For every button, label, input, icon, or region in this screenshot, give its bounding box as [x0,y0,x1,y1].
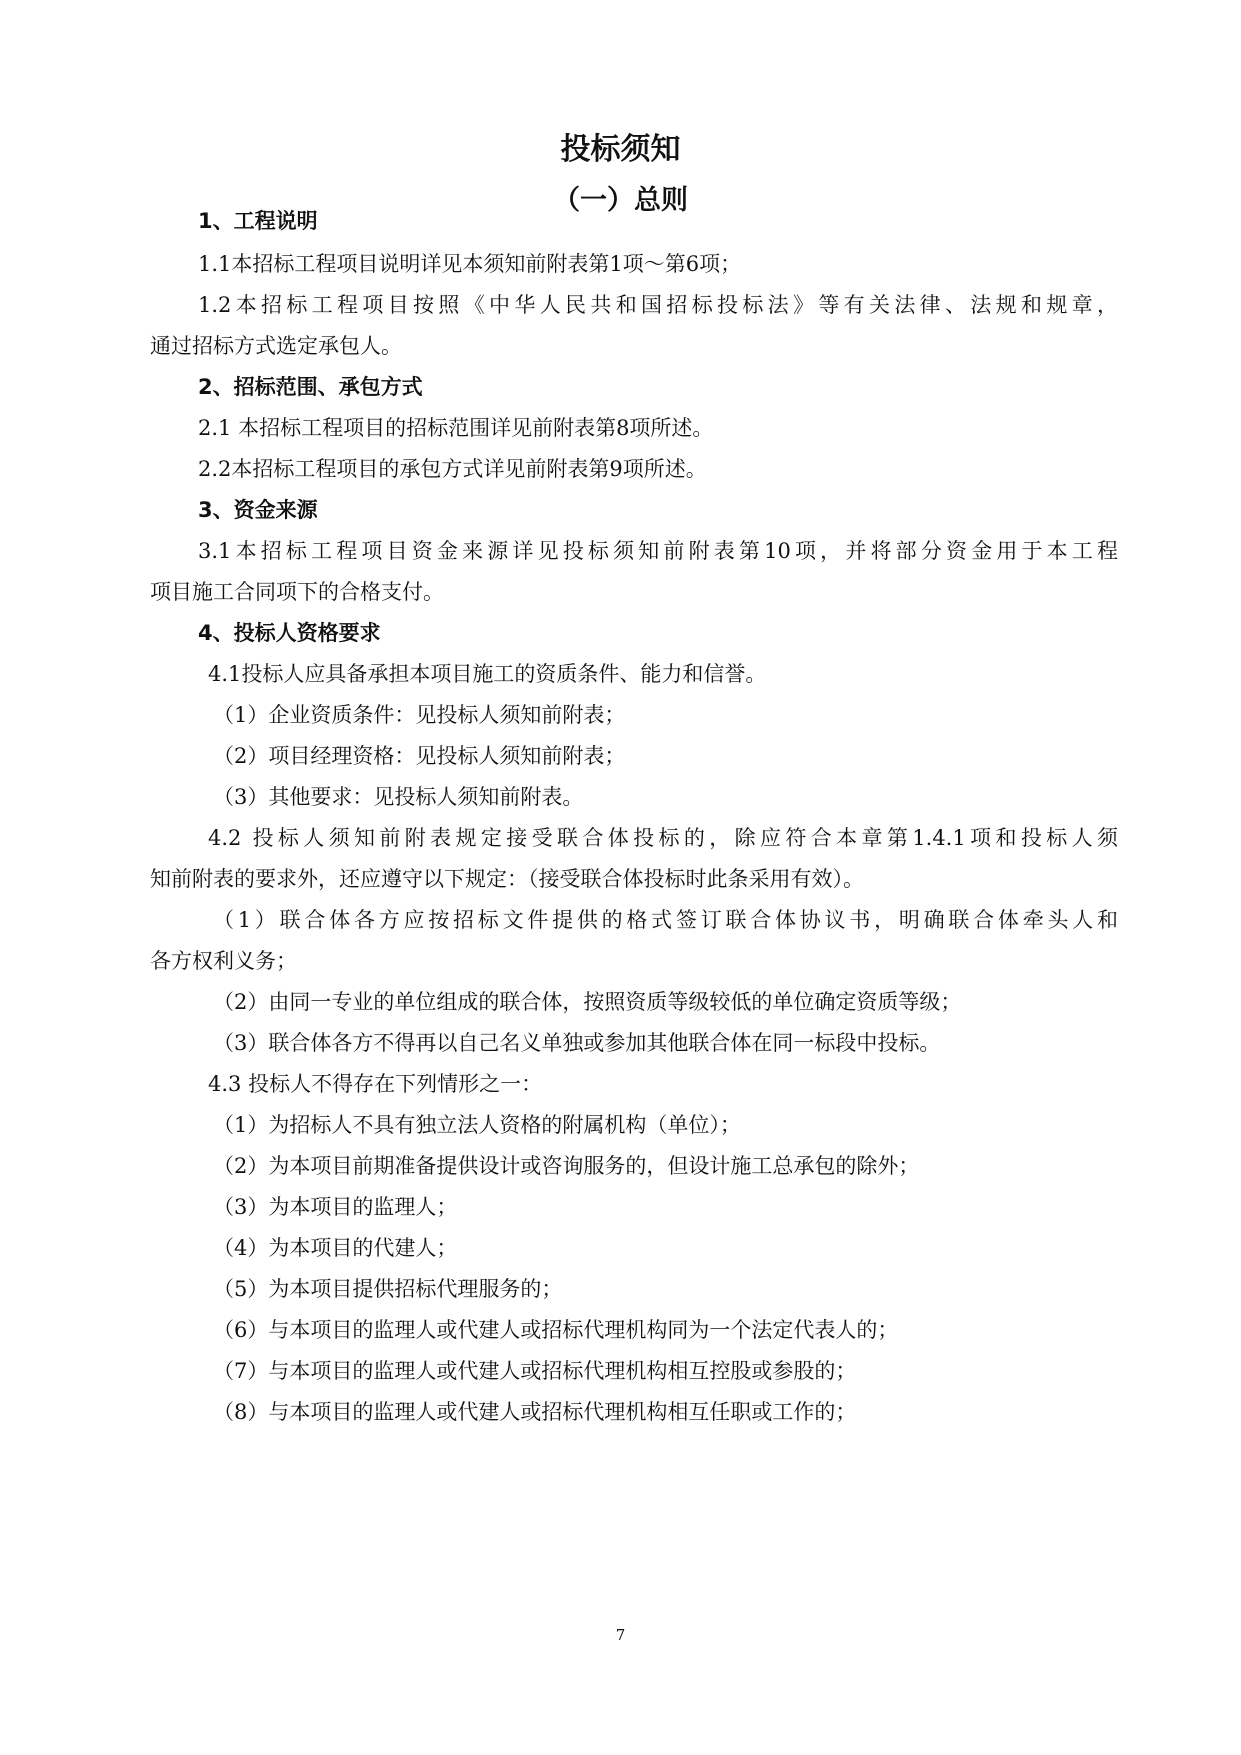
section-title: （一）总则 [553,185,688,216]
paragraph-line: 2.2本招标工程项目的承包方式详见前附表第9项所述。 [198,457,707,481]
list-item: （5）为本项目提供招标代理服务的； [213,1277,563,1301]
list-item: （7）与本项目的监理人或代建人或招标代理机构相互控股或参股的； [213,1359,857,1383]
paragraph-line: 各方权利义务； [150,949,297,973]
heading-tender-scope: 2、招标范围、承包方式 [198,375,423,399]
paragraph-line: 3.1本招标工程项目资金来源详见投标须知前附表第10项，并将部分资金用于本工程 [198,539,1118,563]
paragraph-line: 4.2 投标人须知前附表规定接受联合体投标的，除应符合本章第1.4.1项和投标人须 [208,826,1118,850]
list-item: （8）与本项目的监理人或代建人或招标代理机构相互任职或工作的； [213,1400,857,1424]
list-item: （6）与本项目的监理人或代建人或招标代理机构同为一个法定代表人的； [213,1318,899,1342]
paragraph-line: 1.1本招标工程项目说明详见本须知前附表第1项～第6项； [198,252,742,276]
list-item: （1）企业资质条件：见投标人须知前附表； [213,703,626,727]
paragraph-line: 通过招标方式选定承包人。 [150,334,402,358]
list-item: （3）其他要求：见投标人须知前附表。 [213,785,584,809]
list-item: （2）为本项目前期准备提供设计或咨询服务的，但设计施工总承包的除外； [213,1154,920,1178]
list-item: （2）项目经理资格：见投标人须知前附表； [213,744,626,768]
list-item: （4）为本项目的代建人； [213,1236,458,1260]
list-item: （1）为招标人不具有独立法人资格的附属机构（单位）； [213,1113,741,1137]
list-item: （1）联合体各方应按招标文件提供的格式签订联合体协议书，明确联合体牵头人和 [213,908,1118,932]
paragraph-line: 4.3 投标人不得存在下列情形之一： [208,1072,543,1096]
heading-engineering-description: 1、工程说明 [198,209,318,233]
page-number: 7 [615,1626,626,1644]
list-item: （2）由同一专业的单位组成的联合体，按照资质等级较低的单位确定资质等级； [213,990,962,1014]
document-title: 投标须知 [560,132,681,167]
heading-bidder-qualification: 4、投标人资格要求 [198,621,381,645]
list-item: （3）为本项目的监理人； [213,1195,458,1219]
heading-fund-source: 3、资金来源 [198,498,318,522]
paragraph-line: 1.2本招标工程项目按照《中华人民共和国招标投标法》等有关法律、法规和规章， [198,293,1118,317]
paragraph-line: 项目施工合同项下的合格支付。 [150,580,444,604]
list-item: （3）联合体各方不得再以自己名义单独或参加其他联合体在同一标段中投标。 [213,1031,941,1055]
paragraph-line: 4.1投标人应具备承担本项目施工的资质条件、能力和信誉。 [208,662,767,686]
paragraph-line: 2.1 本招标工程项目的招标范围详见前附表第8项所述。 [198,416,714,440]
paragraph-line: 知前附表的要求外，还应遵守以下规定：（接受联合体投标时此条采用有效）。 [150,867,864,891]
